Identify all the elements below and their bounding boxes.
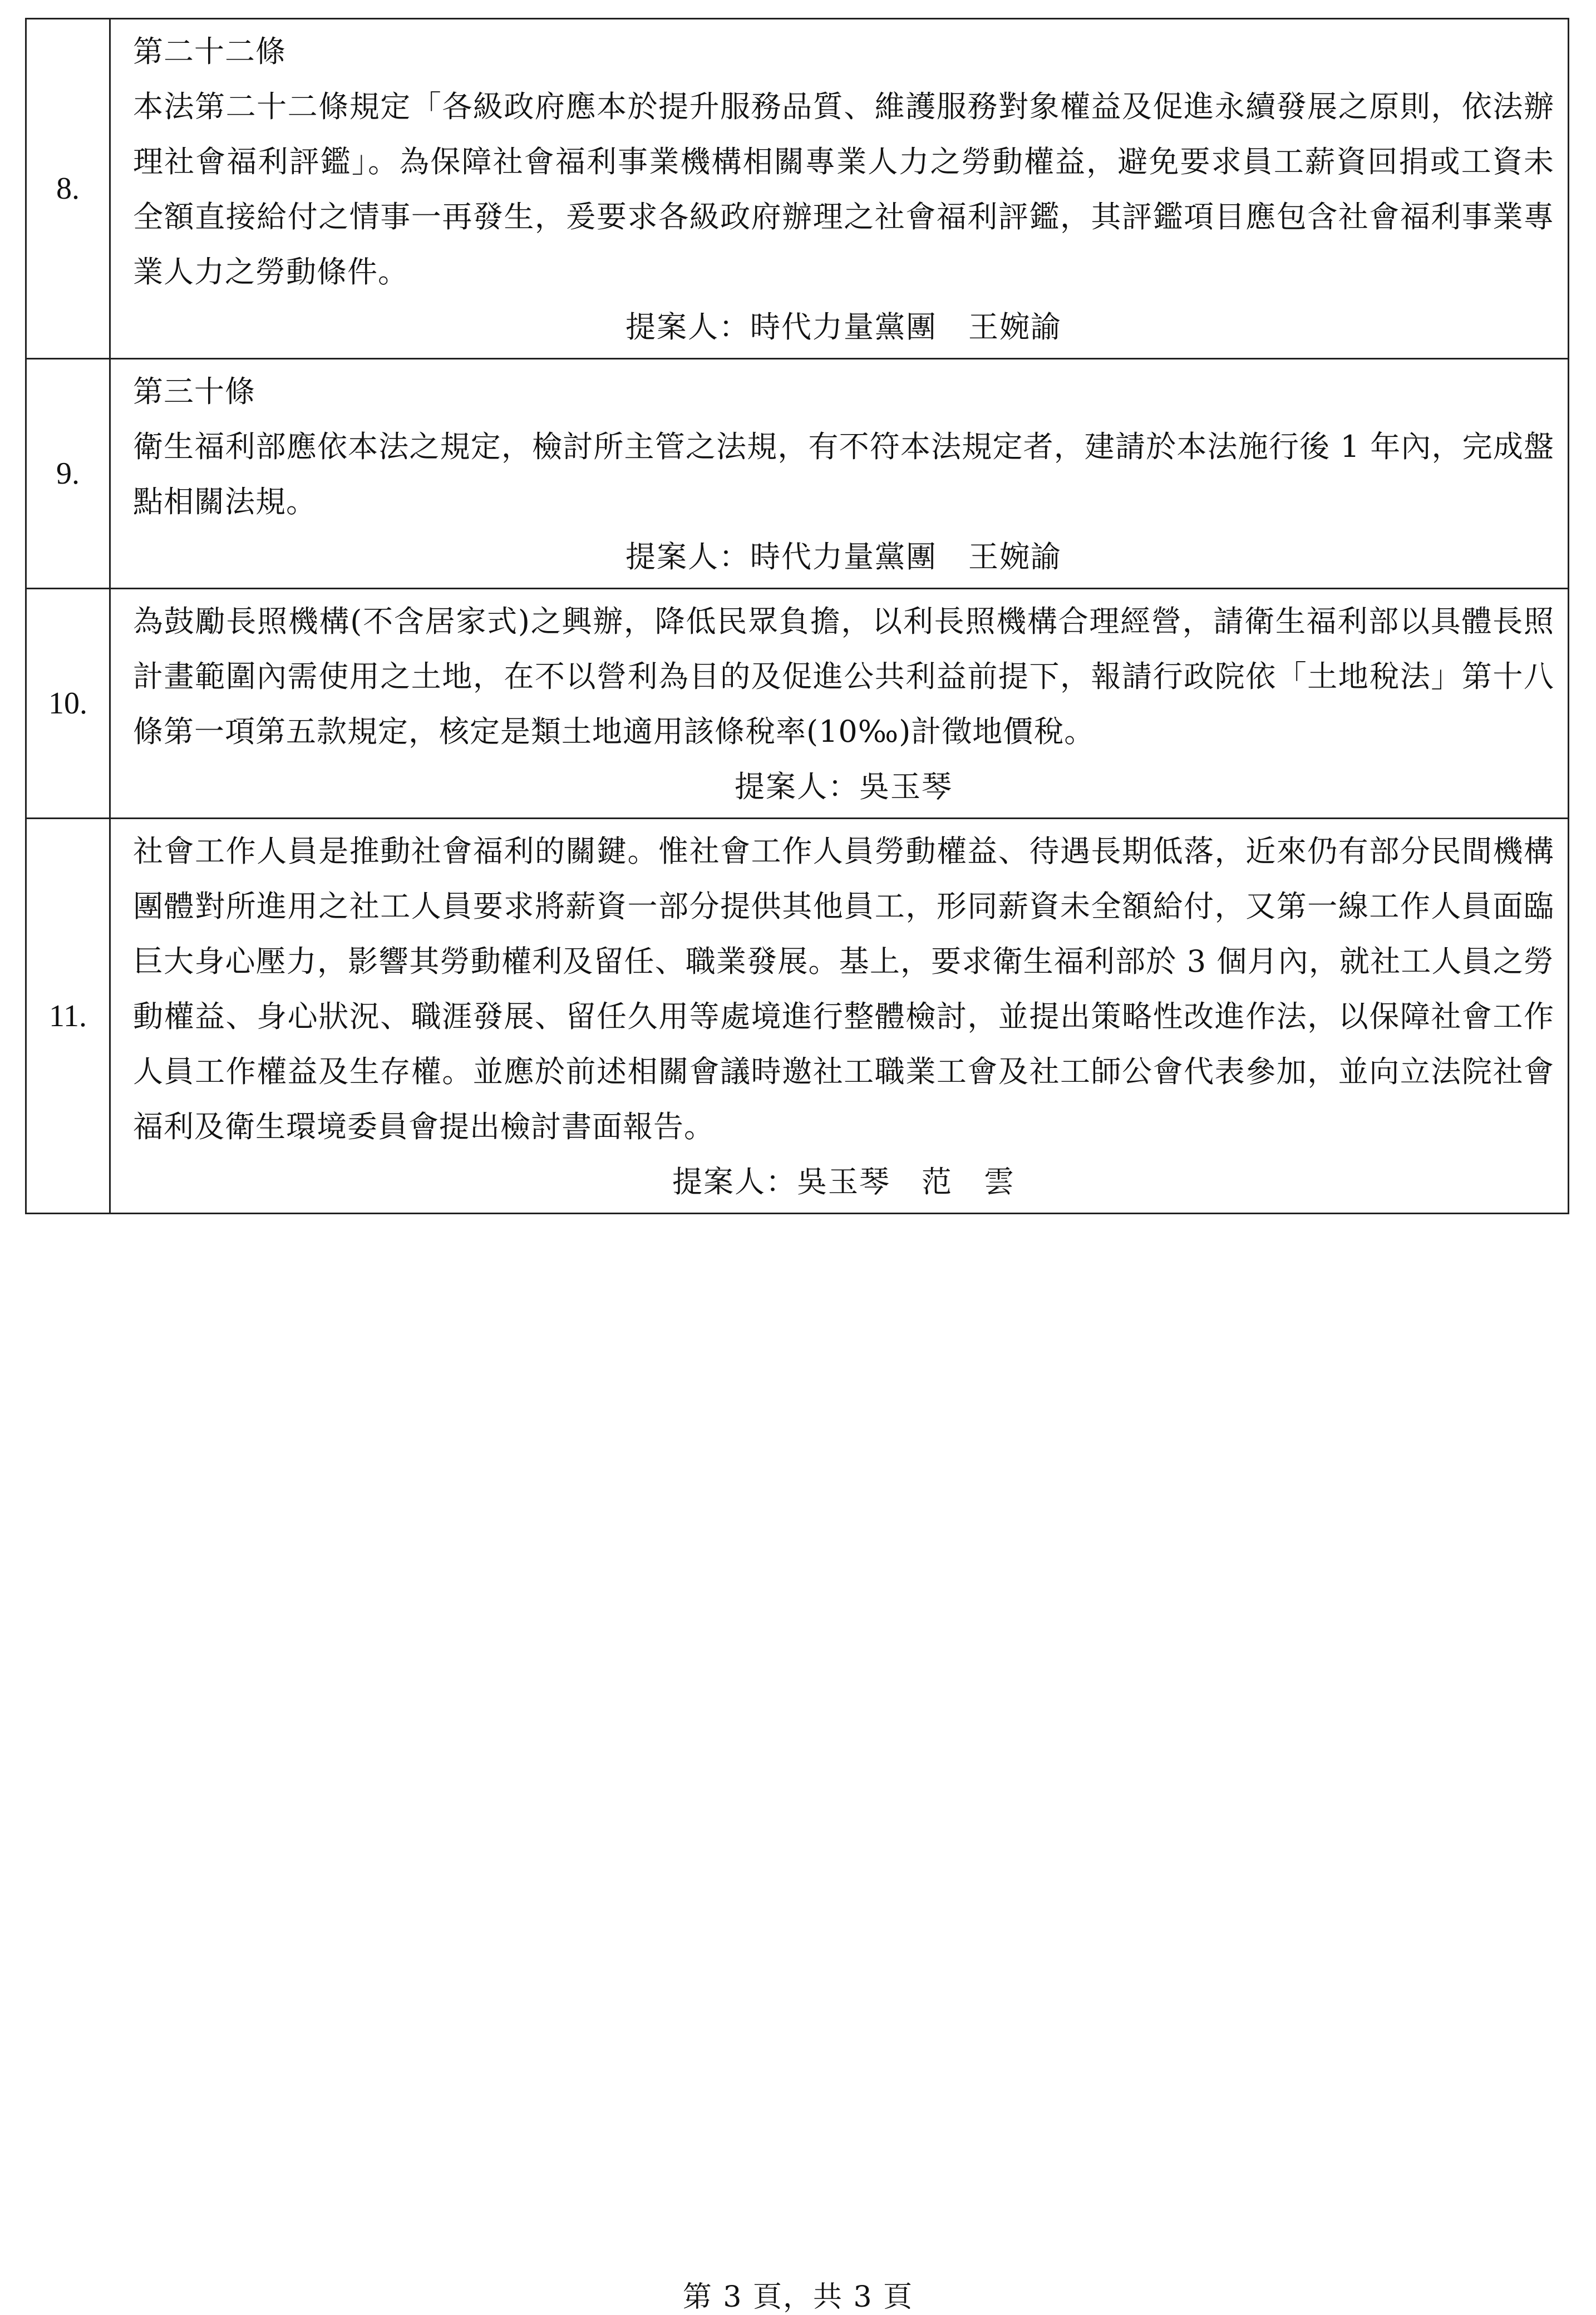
- proposer-label: 提案人：: [625, 309, 750, 344]
- page-footer: 第 3 頁，共 3 頁: [682, 2280, 914, 2314]
- table-row: [26, 819, 1569, 1214]
- row-number: 10.: [26, 589, 110, 819]
- proposer-names: 時代力量黨團 王婉諭: [750, 539, 1062, 574]
- proposer-label: 提案人：: [735, 769, 859, 804]
- proposer-names: 吳玉琴: [859, 769, 953, 804]
- proposer-names: 時代力量黨團 王婉諭: [750, 309, 1062, 344]
- table-row: [26, 19, 1569, 359]
- row-content: [110, 359, 1569, 589]
- row-number: 11.: [26, 819, 110, 1214]
- row-number: 9.: [26, 359, 110, 589]
- motion-text: 本法第二十二條規定「各級政府應本於提升服務品質、維護服務對象權益及促進永續發展之原則，依法辦理社會福利評鑑」。為保障社會福利事業機構相關專業人力之勞動權益，避免要求員工薪資回捐或工資未全額直接給付之情事一再發生，爰要求各級政府辦理之社會福利評鑑，其評鑑項目應包含社會福利事業專業人力之勞動條件。: [133, 89, 1554, 289]
- row-number: 8.: [26, 19, 110, 359]
- proposer-label: 提案人：: [672, 1164, 797, 1199]
- proposer-line: [133, 299, 1554, 354]
- row-content: [110, 589, 1569, 819]
- motion-text: 社會工作人員是推動社會福利的關鍵。惟社會工作人員勞動權益、待遇長期低落，近來仍有部分民間機構團體對所進用之社工人員要求將薪資一部分提供其他員工，形同薪資未全額給付，又第一線工作人員面臨巨大身心壓力，影響其勞動權利及留任、職業發展。基上，要求衛生福利部於 3 個月內，就社工人員之勞動權益、身心狀況、職涯發展、留任久用等處境進行整體檢討，並提出策略性改進作法，以保障社會工作人員工作權益及生存權。並應於前述相關會議時邀社工職業工會及社工師公會代表參加，並向立法院社會福利及衛生環境委員會提出檢討書面報告。: [133, 834, 1554, 1144]
- motion-text: 為鼓勵長照機構(不含居家式)之興辦，降低民眾負擔，以利長照機構合理經營，請衛生福利部以具體長照計畫範圍內需使用之土地，在不以營利為目的及促進公共利益前提下，報請行政院依「土地稅法」第十八條第一項第五款規定，核定是類土地適用該條稅率(10‰)計徵地價稅。: [133, 604, 1554, 749]
- table-row: [26, 589, 1569, 819]
- proposer-label: 提案人：: [625, 539, 750, 574]
- proposer-line: [133, 1154, 1554, 1209]
- proposer-line: [133, 529, 1554, 584]
- proposer-line: [133, 759, 1554, 814]
- row-content: [110, 19, 1569, 359]
- article-heading: 第三十條: [133, 374, 255, 409]
- proposer-names: 吳玉琴 范 雲: [797, 1164, 1015, 1199]
- row-content: [110, 819, 1569, 1214]
- table-row: [26, 359, 1569, 589]
- motion-text: 衛生福利部應依本法之規定，檢討所主管之法規，有不符本法規定者，建請於本法施行後 1 年內，完成盤點相關法規。: [133, 429, 1554, 519]
- article-heading: 第二十二條: [133, 34, 286, 69]
- motions-table: [25, 18, 1569, 1214]
